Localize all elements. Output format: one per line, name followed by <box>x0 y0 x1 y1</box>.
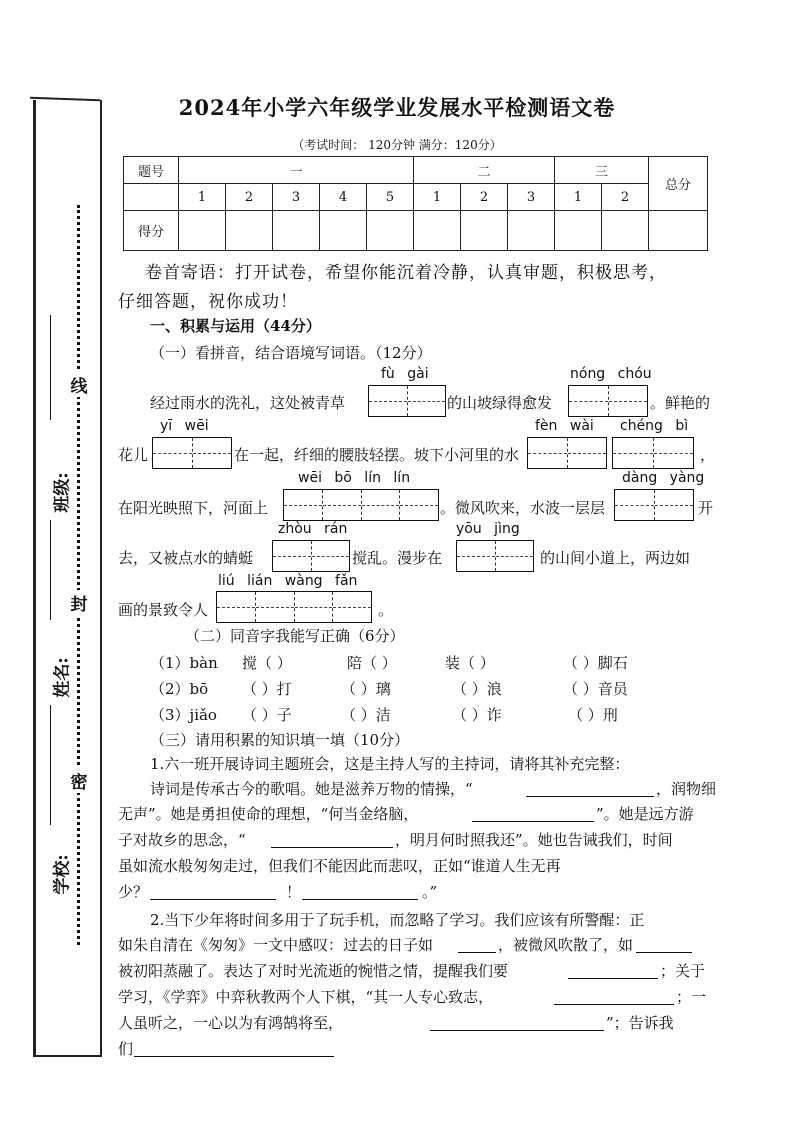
pinyin-yiwei: yī wēi <box>160 418 209 434</box>
q1-line-6c: 。” <box>422 883 438 901</box>
fill-blank-q2-4[interactable] <box>554 986 674 1005</box>
part1-heading: （一）看拼音，结合语境写词语。（12分） <box>150 344 432 362</box>
q1-line-6b: ！ <box>286 883 302 901</box>
pinyin-dangyang: dàng yàng <box>622 470 705 486</box>
q2-line-2b: ，被微风吹散了，如 <box>498 936 634 954</box>
intro-line-1: 卷首寄语：打开试卷，希望你能沉着冷静，认真审题，积极思考， <box>145 263 667 283</box>
homophone-item[interactable]: （ ）音员 <box>563 680 628 698</box>
pinyin-chengbi: chéng bì <box>620 418 689 434</box>
score-col: 5 <box>367 184 414 211</box>
fill-blank-q1-2[interactable] <box>472 803 594 822</box>
q1-line-2a: 诗词是传承古今的歌唱。她是滋养万物的情操，“ <box>150 780 473 798</box>
q1-line-5: 虽如流水般匆匆走过，但我们不能因此而悲叹，正如“谁道人生无再 <box>118 857 561 875</box>
answer-grid-youjing[interactable] <box>456 540 534 572</box>
passage-line3-a: 在阳光映照下，河面上 <box>118 499 269 517</box>
score-cell[interactable] <box>555 211 602 251</box>
q2-line-2a: 如朱自清在《匆匆》一文中感叹：过去的日子如 <box>118 936 434 954</box>
q2-line-5a: 人虽听之，一心以为有鸿鹄将至， <box>118 1014 344 1032</box>
score-col: 2 <box>226 184 273 211</box>
passage-line5-b: 。 <box>378 601 394 619</box>
class-label: 班级: <box>52 472 73 513</box>
fill-blank-q2-3[interactable] <box>568 960 658 979</box>
score-cell[interactable] <box>273 211 320 251</box>
class-field-line-2[interactable] <box>50 520 51 620</box>
homophone-item[interactable]: （ ）子 <box>242 706 292 724</box>
q1-line-3b: ”。她是远方游 <box>596 805 694 823</box>
passage-line1-a: 经过雨水的洗礼，这处被青草 <box>150 394 346 412</box>
homophone-label-3: （3）jiǎo <box>150 706 217 724</box>
q1-line-4b: ，明月何时照我还”。她也告诫我们，时间 <box>395 831 673 849</box>
passage-line2-b: 在一起，纤细的腰肢轻摆。坡下小河里的水 <box>234 446 520 464</box>
score-header-total: 总分 <box>649 157 708 211</box>
pinyin-fenwai: fèn wài <box>535 418 594 434</box>
answer-grid-liulianwangfan[interactable] <box>216 591 372 623</box>
score-header-part2: 二 <box>414 157 555 184</box>
score-col: 2 <box>461 184 508 211</box>
fill-blank-q2-2[interactable] <box>636 934 692 953</box>
section1-heading: 一、积累与运用（44分） <box>150 317 321 335</box>
fill-blank-q1-4[interactable] <box>150 881 276 900</box>
pinyin-zhouran: zhòu rán <box>278 521 348 537</box>
part2-heading: （二）同音字我能写正确（6分） <box>185 627 405 645</box>
answer-grid-zhouran[interactable] <box>272 540 350 572</box>
score-table <box>123 156 708 251</box>
exam-subtitle: （考试时间： 120分钟 满分：120分） <box>292 138 502 152</box>
score-col: 2 <box>602 184 649 211</box>
passage-line3-b: 。微风吹来，水波一层层 <box>440 499 606 517</box>
pinyin-fugai: fù gài <box>381 366 429 382</box>
score-col: 3 <box>273 184 320 211</box>
score-col: 1 <box>179 184 226 211</box>
homophone-label-1: （1）bàn <box>150 654 218 672</box>
score-cell[interactable] <box>508 211 555 251</box>
pinyin-nongchou: nóng chóu <box>570 366 652 382</box>
seal-dotted-line <box>77 205 80 945</box>
homophone-item[interactable]: 陪（ ） <box>347 654 397 672</box>
q2-line-5b: ”；告诉我 <box>606 1014 674 1032</box>
part3-heading: （三）请用积累的知识填一填（10分） <box>150 731 410 749</box>
q2-line-1: 2.当下少年将时间多用于了玩手机，而忽略了学习。我们应该有所警醒：正 <box>150 911 645 929</box>
score-cell-total[interactable] <box>649 211 708 251</box>
passage-line2-a: 花儿 <box>118 446 149 464</box>
q2-line-3b: ；关于 <box>660 962 706 980</box>
fill-blank-q2-6[interactable] <box>134 1038 334 1057</box>
binding-margin-frame <box>33 100 102 1057</box>
homophone-label-2: （2）bō <box>150 680 209 698</box>
exam-title: 2024年小学六年级学业发展水平检测语文卷 <box>178 95 616 120</box>
score-col: 3 <box>508 184 555 211</box>
fill-blank-q1-3[interactable] <box>271 829 393 848</box>
passage-line2-c: ， <box>700 446 716 464</box>
passage-line3-c: 开 <box>698 499 714 517</box>
fill-blank-q1-5[interactable] <box>302 881 418 900</box>
score-col: 1 <box>555 184 602 211</box>
pinyin-weibolinlin: wēi bō lín lín <box>298 470 411 486</box>
homophone-item[interactable]: （ ）璃 <box>341 680 391 698</box>
score-cell[interactable] <box>461 211 508 251</box>
passage-line4-a: 去，又被点水的蜻蜓 <box>118 549 254 567</box>
passage-line4-c: 的山间小道上，两边如 <box>540 549 691 567</box>
homophone-item[interactable]: （ ）脚石 <box>563 654 628 672</box>
fill-blank-q2-5[interactable] <box>430 1012 604 1031</box>
answer-grid-weibolinlin[interactable] <box>283 489 439 521</box>
pinyin-liulianwangfan: liú lián wàng fǎn <box>218 573 358 589</box>
q1-line-1: 1.六一班开展诗词主题班会，这是主持人写的主持词，请将其补充完整： <box>150 755 630 773</box>
q1-line-2b: ，润物细 <box>656 780 717 798</box>
homophone-item[interactable]: （ ）浪 <box>452 680 502 698</box>
passage-line1-c: 。鲜艳的 <box>650 394 711 412</box>
score-header-part1: 一 <box>179 157 414 184</box>
answer-grid-fugai[interactable] <box>368 385 446 417</box>
q2-line-4a: 学习，《学弈》中弈秋教两个人下棋，“其一人专心致志， <box>118 988 494 1006</box>
homophone-item[interactable]: （ ）诈 <box>452 706 502 724</box>
answer-grid-yiwei[interactable] <box>152 437 232 469</box>
homophone-item[interactable]: 装（ ） <box>445 654 495 672</box>
homophone-item[interactable]: （ ）刑 <box>568 706 618 724</box>
name-label: 姓名: <box>52 657 73 698</box>
name-field-line[interactable] <box>50 705 51 825</box>
fill-blank-q2-1[interactable] <box>458 934 496 953</box>
score-cell[interactable] <box>226 211 273 251</box>
score-col: 4 <box>320 184 367 211</box>
score-cell[interactable] <box>602 211 649 251</box>
score-col: 1 <box>414 184 461 211</box>
answer-grid-chengbi[interactable] <box>612 437 694 469</box>
school-label: 学校: <box>52 854 73 895</box>
q2-line-4b: ；一 <box>676 988 707 1006</box>
seal-char-feng: 封 <box>68 590 90 615</box>
seal-char-xian: 线 <box>68 372 90 397</box>
homophone-item[interactable]: 搅（ ） <box>242 654 292 672</box>
score-row-label: 得分 <box>124 211 179 251</box>
passage-line4-b: 搅乱。漫步在 <box>352 549 443 567</box>
score-cell[interactable] <box>179 211 226 251</box>
q2-line-3a: 被初阳蒸融了。表达了对时光流逝的惋惜之情，提醒我们要 <box>118 962 509 980</box>
score-cell[interactable] <box>414 211 461 251</box>
seal-char-mi: 密 <box>68 768 90 793</box>
intro-line-2: 仔细答题，祝你成功！ <box>118 292 298 312</box>
q1-line-3a: 无声”。她是勇担使命的理想，“何当金络脑， <box>118 805 419 823</box>
passage-line1-b: 的山坡绿得愈发 <box>447 394 553 412</box>
fill-blank-q1-1[interactable] <box>526 778 654 797</box>
score-cell[interactable] <box>367 211 414 251</box>
answer-grid-nongchou[interactable] <box>568 385 648 417</box>
q1-line-6a: 少？ <box>118 883 149 901</box>
q1-line-4a: 子对故乡的思念，“ <box>118 831 246 849</box>
homophone-item[interactable]: （ ）洁 <box>341 706 391 724</box>
pinyin-youjing: yōu jìng <box>456 521 520 537</box>
homophone-item[interactable]: （ ）打 <box>242 680 292 698</box>
class-field-line[interactable] <box>50 315 51 420</box>
q2-line-6: 们 <box>118 1040 134 1058</box>
score-header-label: 题号 <box>124 157 179 184</box>
passage-line5-a: 画的景致令人 <box>118 601 209 619</box>
answer-grid-fenwai[interactable] <box>527 437 607 469</box>
score-header-part3: 三 <box>555 157 649 184</box>
answer-grid-dangyang[interactable] <box>614 489 694 521</box>
score-cell[interactable] <box>320 211 367 251</box>
